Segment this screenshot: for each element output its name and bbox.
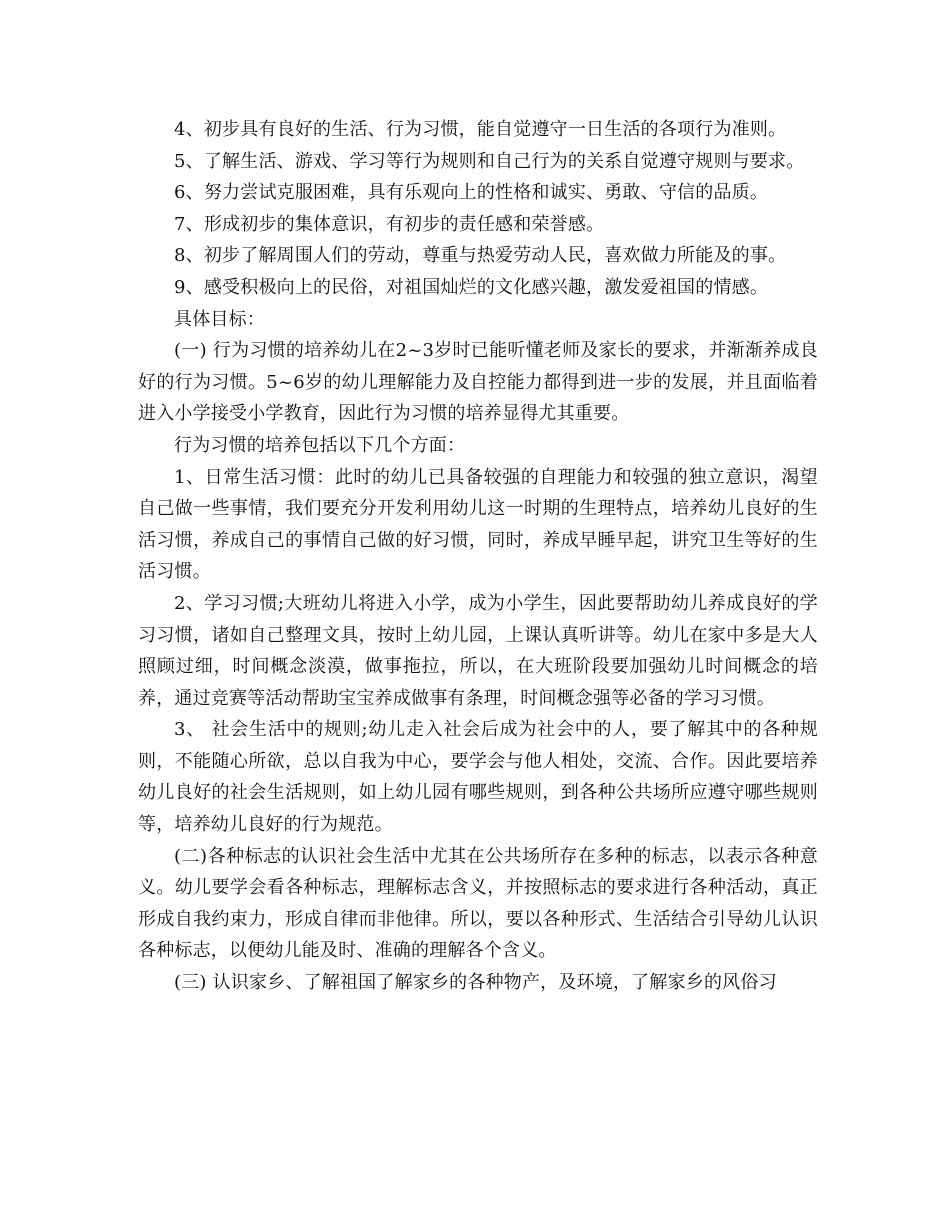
paragraph-goal-4: 4、初步具有良好的生活、行为习惯，能自觉遵守一日生活的各项行为准则。	[174, 119, 787, 140]
paragraph-behavior-habits: (一) 行为习惯的培养幼儿在2~3岁时已能听懂老师及家长的要求，并渐渐养成良好的行为习惯。5~6岁的幼儿理解能力及自控能力都得到进一步的发展，并且面临着进入小学接受小学教育，因此行为习惯的培养显得尤其重要。	[138, 340, 818, 425]
paragraph-daily-life-habits: 1、日常生活习惯：此时的幼儿已具备较强的自理能力和较强的独立意识，渴望自己做一些事情，我们要充分开发利用幼儿这一时期的生理特点，培养幼儿良好的生活习惯，养成自己的事情自己做的好习惯，同时，养成早睡早起，讲究卫生等好的生活习惯。	[138, 466, 818, 583]
paragraph-study-habits: 2、学习习惯;大班幼儿将进入小学，成为小学生，因此要帮助幼儿养成良好的学习习惯，诸如自己整理文具，按时上幼儿园，上课认真听讲等。幼儿在家中多是大人照顾过细，时间概念淡漠，做事拖拉，所以，在大班阶段要加强幼儿时间概念的培养，通过竞赛等活动帮助宝宝养成做事有条理，时间概念强等必备的学习习惯。	[138, 592, 818, 709]
paragraph-hometown: (三) 认识家乡、了解祖国了解家乡的各种物产，及环境，了解家乡的风俗习	[174, 972, 777, 994]
paragraph-goal-7: 7、形成初步的集体意识，有初步的责任感和荣誉感。	[174, 213, 605, 235]
paragraph-goal-8: 8、初步了解周围人们的劳动，尊重与热爱劳动人民，喜欢做力所能及的事。	[174, 245, 787, 267]
document-body	[138, 114, 818, 999]
section-heading-specific-goals: 具体目标：	[174, 308, 265, 330]
paragraph-goal-6: 6、努力尝试克服困难，具有乐观向上的性格和诚实、勇敢、守信的品质。	[174, 182, 769, 204]
paragraph-social-rules: 3、 社会生活中的规则;幼儿走入社会后成为社会中的人，要了解其中的各种规则，不能随心所欲，总以自我为中心，要学会与他人相处，交流、合作。因此要培养幼儿良好的社会生活规则，如上幼儿园有哪些规则，到各种公共场所应遵守哪些规则等，培养幼儿良好的行为规范。	[138, 719, 818, 836]
paragraph-goal-5: 5、了解生活、游戏、学习等行为规则和自己行为的关系自觉遵守规则与要求。	[174, 150, 805, 172]
paragraph-signs-recognition: (二)各种标志的认识社会生活中尤其在公共场所存在多种的标志，以表示各种意义。幼儿要学会看各种标志，理解标志含义，并按照标志的要求进行各种活动，真正形成自我约束力，形成自律而非他律。所以，要以各种形式、生活结合引导幼儿认识各种标志，以便幼儿能及时、准确的理解各个含义。	[138, 845, 818, 962]
paragraph-goal-9: 9、感受积极向上的民俗，对祖国灿烂的文化感兴趣，激发爱祖国的情感。	[174, 276, 769, 298]
paragraph-habit-aspects-intro: 行为习惯的培养包括以下几个方面：	[174, 434, 466, 456]
